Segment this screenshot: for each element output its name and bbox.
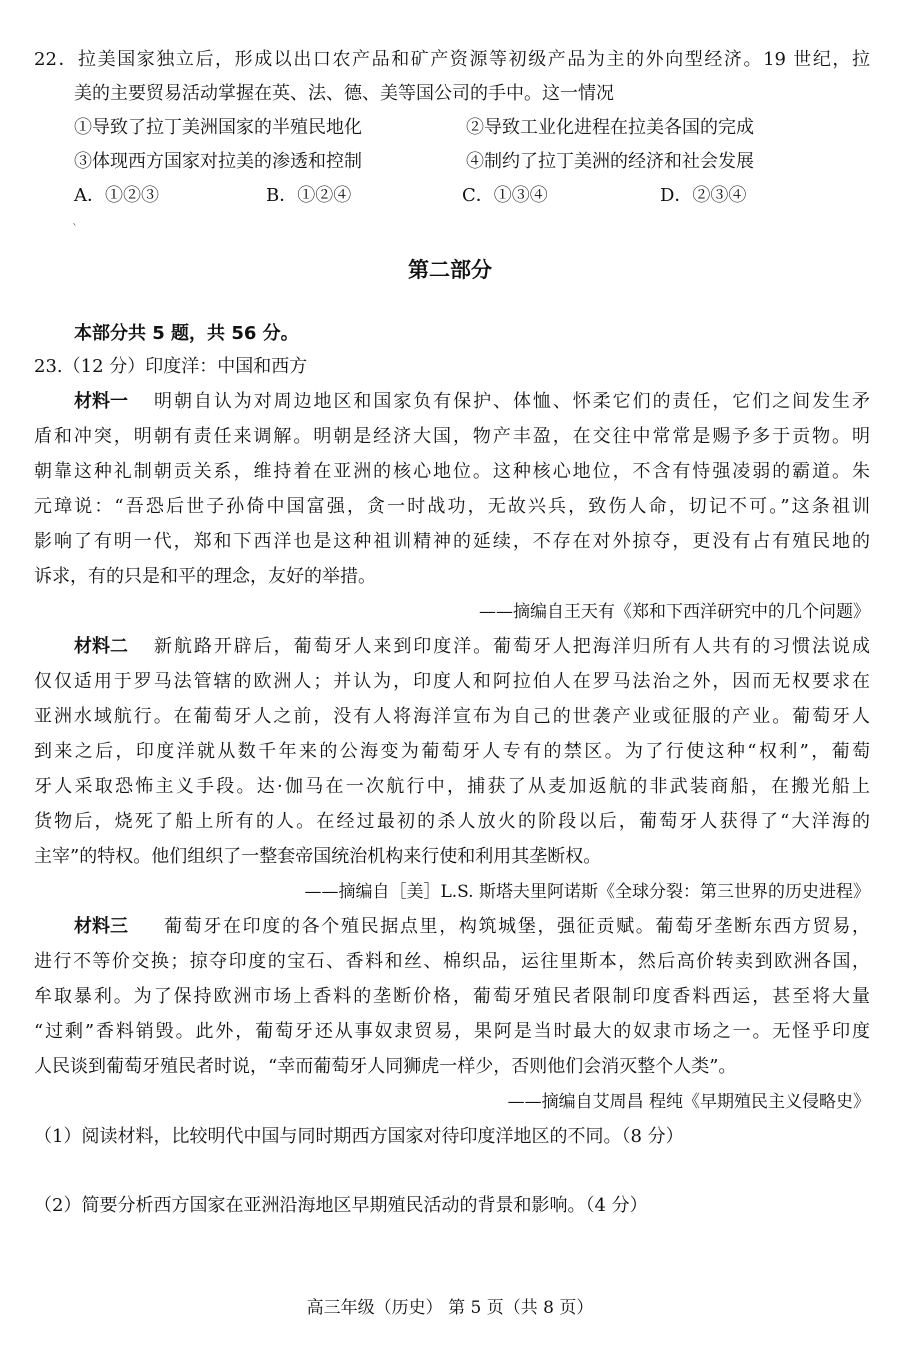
material-2-line-4: 到来之后，印度洋就从数千年来的公海变为葡萄牙人专有的禁区。为了行使这种“权利”，葡萄 [34,741,870,762]
material-2-source: ——摘编自［美］L.S. 斯塔夫里阿诺斯《全球分裂：第三世界的历史进程》 [304,882,870,902]
q22-option-a: A．①②③ [74,185,159,206]
material-1-line-5: 影响了有明一代，郑和下西洋也是这种祖训精神的延续，不存在对外掠夺，更没有占有殖民地的 [34,531,870,552]
q22-option-b: B．①②④ [266,185,352,206]
stray-mark: ` [72,222,78,236]
material-2-line-1: 新航路开辟后，葡萄牙人来到印度洋。葡萄牙人把海洋归所有人共有的习惯法说成 [154,636,870,657]
material-3-line-4: “过剩”香料销毁。此外，葡萄牙还从事奴隶贸易，果阿是当时最大的奴隶市场之一。无怪乎印度 [34,1021,870,1042]
material-1-line-3: 朝靠这种礼制朝贡关系，维持着在亚洲的核心地位。这种核心地位，不含有恃强凌弱的霸道。朱 [34,461,870,482]
q22-option-c: C．①③④ [462,185,548,206]
material-3-line-2: 进行不等价交换；掠夺印度的宝石、香料和丝、棉织品，运往里斯本，然后高价转卖到欧洲各国， [34,951,870,972]
material-3-line-1: 葡萄牙在印度的各个殖民据点里，构筑城堡，强征贡赋。葡萄牙垄断东西方贸易， [164,916,870,937]
q22-item-2: ②导致工业化进程在拉美各国的完成 [466,117,754,138]
q22-item-1: ①导致了拉丁美洲国家的半殖民地化 [74,117,362,138]
material-3-label: 材料三 [74,916,128,937]
material-1-line-4: 元璋说：“吾恐后世子孙倚中国富强，贪一时战功，无故兴兵，致伤人命，切记不可。”这条祖训 [34,496,870,517]
section-title: 第二部分 [408,258,492,282]
material-1-line-6: 诉求，有的只是和平的理念，友好的举措。 [34,566,376,587]
q23-sub-question-2: （2）简要分析西方国家在亚洲沿海地区早期殖民活动的背景和影响。（4 分） [34,1195,648,1216]
material-3-line-3: 牟取暴利。为了保持欧洲市场上香料的垄断价格，葡萄牙殖民者限制印度香料西运，甚至将大量 [34,986,870,1007]
q23-heading: 23.（12 分）印度洋：中国和西方 [34,356,308,377]
material-2-line-2: 仅仅适用于罗马法管辖的欧洲人；并认为，印度人和阿拉伯人在罗马法治之外，因而无权要求在 [34,671,870,692]
material-3-line-5: 人民谈到葡萄牙殖民者时说，“幸而葡萄牙人同狮虎一样少，否则他们会消灭整个人类”。 [34,1056,737,1077]
page-footer: 高三年级（历史） 第 5 页（共 8 页） [306,1298,594,1318]
section-intro: 本部分共 5 题，共 56 分。 [74,323,299,344]
material-1-line-1: 明朝自认为对周边地区和国家负有保护、体恤、怀柔它们的责任，它们之间发生矛 [154,391,870,412]
q22-item-4: ④制约了拉丁美洲的经济和社会发展 [466,151,754,172]
material-2-line-3: 亚洲水域航行。在葡萄牙人之前，没有人将海洋宣布为自己的世袭产业或征服的产业。葡萄牙人 [34,706,870,727]
material-2-line-7: 主宰”的特权。他们组织了一整套帝国统治机构来行使和利用其垄断权。 [34,846,602,867]
q22-line-2: 美的主要贸易活动掌握在英、法、德、美等国公司的手中。这一情况 [74,83,614,104]
q23-sub-question-1: （1）阅读材料，比较明代中国与同时期西方国家对待印度洋地区的不同。（8 分） [34,1126,684,1147]
material-3-source: ——摘编自艾周昌 程纯《早期殖民主义侵略史》 [507,1092,870,1112]
material-1-source: ——摘编自王天有《郑和下西洋研究中的几个问题》 [479,602,870,622]
material-2-line-6: 货物后，烧死了船上所有的人。在经过最初的杀人放火的阶段以后，葡萄牙人获得了“大洋海的 [34,811,870,832]
material-1-label: 材料一 [74,391,128,412]
q22-item-3: ③体现西方国家对拉美的渗透和控制 [74,151,362,172]
material-2-line-5: 牙人采取恐怖主义手段。达·伽马在一次航行中，捕获了从麦加返航的非武装商船，在搬光船上 [34,776,870,797]
material-1-line-2: 盾和冲突，明朝有责任来调解。明朝是经济大国，物产丰盈，在交往中常常是赐予多于贡物。明 [34,426,870,447]
q22-option-d: D．②③④ [660,185,747,206]
q22-line-1: 22．拉美国家独立后，形成以出口农产品和矿产资源等初级产品为主的外向型经济。19 世纪，拉 [34,49,870,70]
material-2-label: 材料二 [74,636,128,657]
